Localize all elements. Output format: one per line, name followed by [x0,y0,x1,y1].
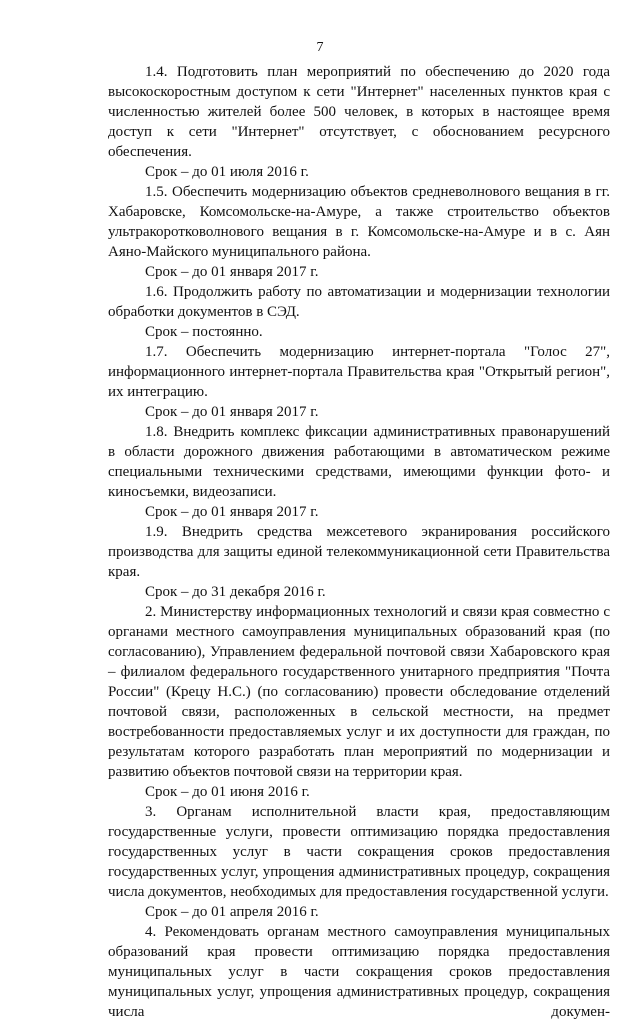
deadline-1-4: Срок – до 01 июля 2016 г. [145,164,309,180]
paragraph-1-5: 1.5. Обеспечить модернизацию объектов средневолнового вещания в гг. Хабаровске, Комсомольске-на-Амуре, а также строительство объектов ультракоротковолнового вещания в г. Комсомольске-на-Амуре и в с. Аян Аяно-Майского муниципального района. [108,184,610,260]
deadline-1-9: Срок – до 31 декабря 2016 г. [145,584,326,600]
paragraph-1-7: 1.7. Обеспечить модернизацию интернет-портала "Голос 27", информационного интернет-портала Правительства края "Открытый регион", их интеграцию. [108,344,610,400]
deadline-2: Срок – до 01 июня 2016 г. [145,784,310,800]
deadline-3: Срок – до 01 апреля 2016 г. [145,904,319,920]
deadline-1-6: Срок – постоянно. [145,324,263,340]
paragraph-4: 4. Рекомендовать органам местного самоуправления муниципальных образований края провести оптимизацию порядка предоставления муниципальных услуг в части сокращения сроков предоставления муниципальных услуг, упрощения административных процедур, сокращения числа докумен- [108,924,610,1020]
deadline-1-5: Срок – до 01 января 2017 г. [145,264,319,280]
paragraph-1-4: 1.4. Подготовить план мероприятий по обеспечению до 2020 года высокоскоростным доступом к сети "Интернет" населенных пунктов края с численностью жителей более 500 человек, в которых в настоящее время доступ к сети "Интернет" отсутствует, с обоснованием ресурсного обеспечения. [108,64,610,160]
page-number: 7 [316,40,324,55]
deadline-1-7: Срок – до 01 января 2017 г. [145,404,319,420]
paragraph-1-9: 1.9. Внедрить средства межсетевого экранирования российского производства для защиты единой телекоммуникационной сети Правительства края. [108,524,610,580]
document-body [108,62,610,1022]
paragraph-3: 3. Органам исполнительной власти края, предоставляющим государственные услуги, провести оптимизацию порядка предоставления государственных услуг в части сокращения сроков предоставления государственных услуг, упрощения административных процедур, сокращения числа документов, необходимых для предоставления государственной услуги. [108,804,610,900]
paragraph-2: 2. Министерству информационных технологий и связи края совместно с органами местного самоуправления муниципальных образований края (по согласованию), Управлением федеральной почтовой связи Хабаровского края – филиалом федерального государственного унитарного предприятия "Почта России" (Крецу Н.С.) (по согласованию) провести обследование отделений почтовой связи, расположенных в сельской местности, на предмет востребованности предоставляемых услуг и их доступности для граждан, по результатам которого разработать план мероприятий по модернизации и развитию объектов почтовой связи на территории края. [108,604,610,780]
deadline-1-8: Срок – до 01 января 2017 г. [145,504,319,520]
paragraph-1-6: 1.6. Продолжить работу по автоматизации и модернизации технологии обработки документов в СЭД. [108,284,610,320]
paragraph-1-8: 1.8. Внедрить комплекс фиксации административных правонарушений в области дорожного движения работающими в автоматическом режиме специальными техническими средствами, имеющими функции фото- и киносъемки, видеозаписи. [108,424,610,500]
